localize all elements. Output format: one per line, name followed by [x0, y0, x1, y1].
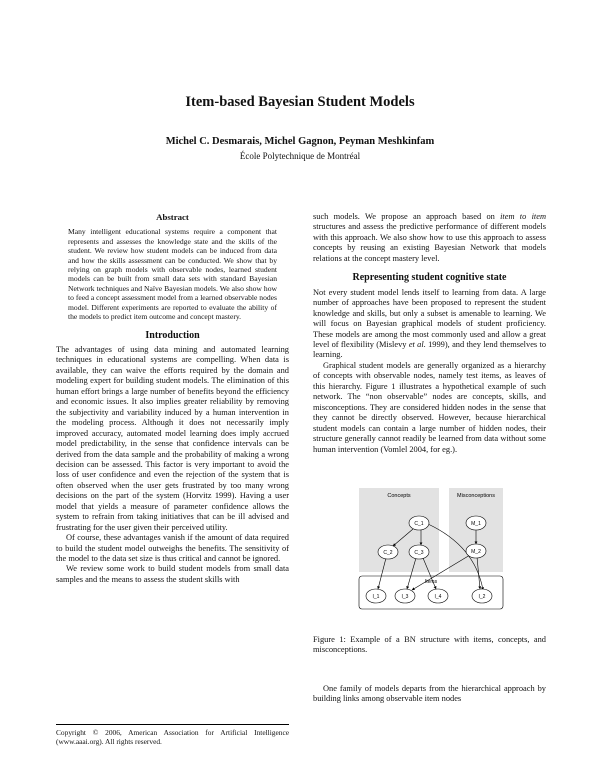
node-c1-label: C_1: [414, 521, 424, 527]
paper-authors: Michel C. Desmarais, Michel Gagnon, Peyman Meshkinfam: [165, 136, 435, 147]
misconceptions-label: Misconceptions: [457, 493, 495, 499]
section-p1-text-b: 1999), and they lend themselves to learning.: [313, 339, 547, 360]
introduction-heading: Introduction: [145, 329, 200, 341]
items-label: Items: [424, 579, 438, 585]
copyright-notice: Copyright © 2006, American Association for Artificial Intelligence (www.aaai.org). All rights reserved.: [56, 724, 289, 746]
continued-paragraph: [313, 212, 546, 264]
node-m1-label: M_1: [471, 521, 481, 527]
abstract-heading: Abstract: [156, 212, 189, 222]
introduction-paragraph-1: The advantages of using data mining and automated learning techniques in educational systems are compelling. When data is available, they can waive the efforts required by the domain and modeling expert for building student models. The elimination of this human effort brings a large number of benefits beyond the efficiency and economic issues. It also implies greater reliability by removing the subjectivity and variability induced by a human intervention in the modeling process. Although it does not necessarily imply improved accuracy, automated model learning does imply accrued model predictability, in the sense that confidence intervals can be derived from the data sample and the probability of making a wrong decision can be assessed. This factor is very important to avoid the loss of user confidence and even the rejection of the system that is often observed when the user gets frustrated by too many wrong decisions on the part of the system (Horvitz 1999). Having a user model that yields a measure of parameter confidence allows the system to refrain from taking initiatives that can be ill advised and frustrating for the user given their perceived utility.: [56, 344, 289, 532]
right-paragraph-after-figure: One family of models departs from the hierarchical approach by building links among observable item nodes: [313, 684, 546, 704]
left-column: [56, 212, 289, 585]
node-i4-label: I_4: [434, 594, 442, 600]
node-c3-label: C_3: [414, 550, 424, 556]
continued-emphasis: item to item: [500, 212, 546, 221]
section-p1-emphasis: et al.: [408, 339, 426, 349]
concepts-box: [359, 488, 439, 572]
node-i3-label: I_3: [401, 594, 409, 600]
introduction-paragraph-2: Of course, these advantages vanish if the amount of data required to build the student model outweighs the benefits. The sensitivity of the model to the data set size is thus critical and cannot be ignored.: [56, 533, 289, 564]
continued-text-a: such models. We propose an approach based on: [313, 212, 501, 221]
concepts-label: Concepts: [387, 493, 411, 499]
node-m2-label: M_2: [471, 549, 481, 555]
node-i1-label: I_1: [372, 594, 380, 600]
paper-title: Item-based Bayesian Student Models: [185, 94, 415, 110]
section-p1-text-a: Not every student model lends itself to learning from data. A large number of approaches have been proposed to represent the student knowledge and skills, but only a subset is amenable to learning. We will focus on Bayesian graphical models of student proficiency. These models are among the most commonly used and allow a great level of flexibility (Mislevy: [313, 287, 546, 349]
section-paragraph-1: [313, 288, 546, 361]
paper-affiliation: École Polytechnique de Montréal: [239, 151, 361, 161]
right-column: [313, 212, 546, 455]
introduction-paragraph-3: We review some work to build student models from small data samples and the means to assess the student skills with: [56, 564, 289, 584]
abstract-text: Many intelligent educational systems require a component that represents and assesses the knowledge state and the skills of the student. We review how student models can be induced from data and how the skills assessment can be conducted. We show that by relying on graph models with observable nodes, learned student models can be built from small data sets with standard Bayesian Network techniques and Naïve Bayesian models. We also show how to feed a concept assessment model from a learned observable nodes model. Different experiments are reported to evaluate the ability of the models to predict item outcome and concept mastery.: [68, 227, 277, 322]
figure-caption: Figure 1: Example of a BN structure with items, concepts, and misconceptions.: [313, 635, 546, 655]
continued-text-b: structures and assess the predictive performance of different models with this approach. We also show how to use this approach to assess concepts by reusing an existing Bayesian Network that models relations at the concept mastery level.: [313, 222, 546, 263]
bn-structure-figure: [357, 486, 505, 612]
section-paragraph-2: Graphical student models are generally organized as a hierarchy of concepts with observable nodes, namely test items, as leaves of this hierarchy. Figure 1 illustrates a hypothetical example of such network. The “non observable” nodes are concepts, skills, and misconceptions. They are considered hidden nodes in the sense that they cannot be directly observed. However, because hierarchical student models can contain a large number of hidden nodes, their structure generally cannot readily be learned from data without some human intervention (Vomlel 2004, for eg.).: [313, 360, 546, 454]
section-heading-cognitive-state: Representing student cognitive state: [352, 272, 507, 284]
node-c2-label: C_2: [383, 550, 393, 556]
node-i2-label: I_2: [478, 594, 486, 600]
